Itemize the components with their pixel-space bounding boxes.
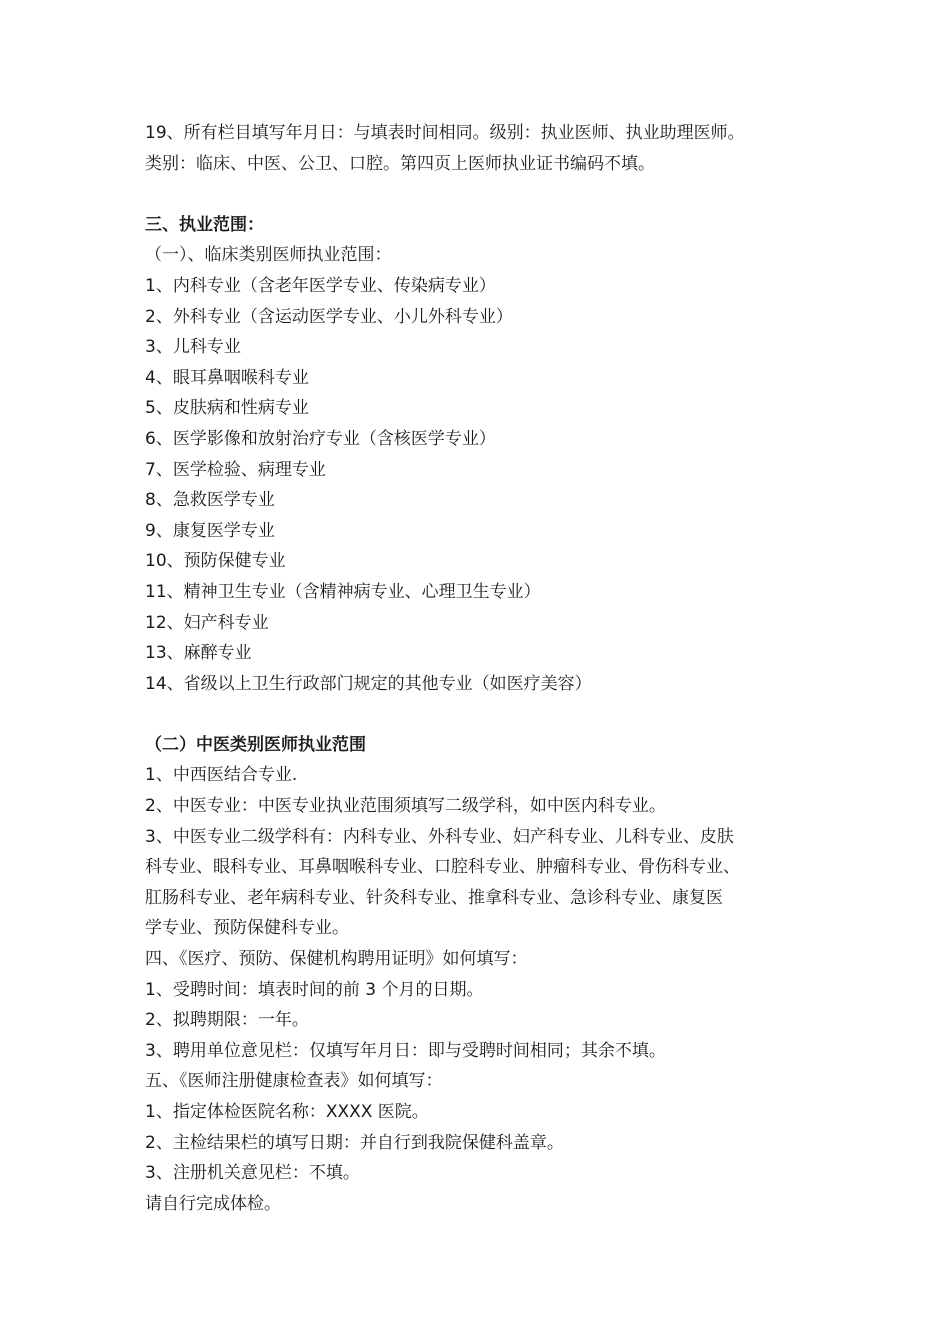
list-item: 2、拟聘期限：一年。 (145, 1010, 309, 1031)
list-item: 1、内科专业（含老年医学专业、传染病专业） (145, 275, 496, 296)
list-item: 6、医学影像和放射治疗专业（含核医学专业） (145, 428, 496, 449)
list-item: 9、康复医学专业 (145, 520, 275, 541)
list-item: 5、皮肤病和性病专业 (145, 398, 309, 419)
section-four-heading: 四、《医疗、预防、保健机构聘用证明》如何填写： (145, 949, 528, 970)
list-item: 4、眼耳鼻咽喉科专业 (145, 367, 309, 388)
tcm-subjects-line: 3、中医专业二级学科有：内科专业、外科专业、妇产科专业、儿科专业、皮肤 (145, 826, 734, 847)
list-item: 3、儿科专业 (145, 337, 241, 358)
closing-note: 请自行完成体检。 (145, 1193, 281, 1214)
tcm-subjects-line: 科专业、眼科专业、耳鼻咽喉科专业、口腔科专业、肿瘤科专业、骨伤科专业、 (145, 857, 740, 878)
list-item: 11、精神卫生专业（含精神病专业、心理卫生专业） (145, 581, 541, 602)
tcm-scope-heading: （二）中医类别医师执业范围 (145, 734, 366, 755)
list-item: 1、中西医结合专业. (145, 765, 298, 786)
note-item-19-line2: 类别：临床、中医、公卫、口腔。第四页上医师执业证书编码不填。 (145, 153, 655, 174)
list-item: 10、预防保健专业 (145, 551, 286, 572)
list-item: 8、急救医学专业 (145, 490, 275, 511)
note-item-19-line1: 19、所有栏目填写年月日：与填表时间相同。级别：执业医师、执业助理医师。 (145, 123, 745, 143)
tcm-subjects-line: 肛肠科专业、老年病科专业、针灸科专业、推拿科专业、急诊科专业、康复医 (145, 887, 723, 908)
list-item: 14、省级以上卫生行政部门规定的其他专业（如医疗美容） (145, 673, 592, 694)
clinical-scope-subheading: （一）、临床类别医师执业范围： (145, 245, 392, 266)
list-item: 1、受聘时间：填表时间的前 3 个月的日期。 (145, 979, 484, 1000)
list-item: 7、医学检验、病理专业 (145, 459, 326, 480)
tcm-subjects-line: 学专业、预防保健科专业。 (145, 918, 349, 939)
list-item: 2、外科专业（含运动医学专业、小儿外科专业） (145, 306, 513, 327)
section-three-heading: 三、执业范围： (145, 214, 264, 235)
list-item: 1、指定体检医院名称：XXXX 医院。 (145, 1102, 429, 1122)
spacer (145, 699, 825, 730)
list-item: 2、中医专业：中医专业执业范围须填写二级学科，如中医内科专业。 (145, 796, 666, 817)
document-page (145, 118, 825, 1219)
spacer (145, 179, 825, 210)
list-item: 2、主检结果栏的填写日期：并自行到我院保健科盖章。 (145, 1132, 564, 1153)
section-five-heading: 五、《医师注册健康检查表》如何填写： (145, 1071, 443, 1092)
list-item: 3、聘用单位意见栏：仅填写年月日：即与受聘时间相同；其余不填。 (145, 1040, 666, 1061)
list-item: 12、妇产科专业 (145, 612, 269, 633)
list-item: 3、注册机关意见栏：不填。 (145, 1163, 360, 1184)
list-item: 13、麻醉专业 (145, 643, 252, 664)
